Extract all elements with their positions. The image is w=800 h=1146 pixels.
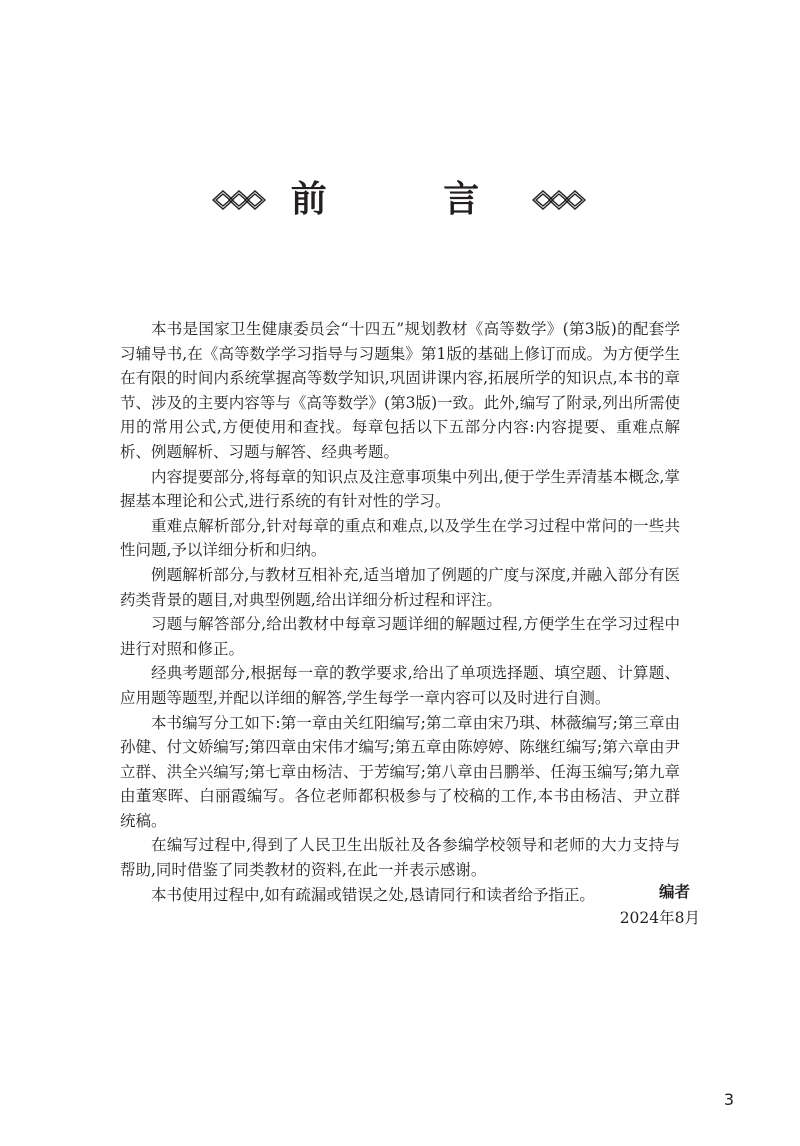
paragraph-intro: 本书是国家卫生健康委员会“十四五”规划教材《高等数学》(第3版)的配套学习辅导书,在《高等数学学习指导与习题集》第1版的基础上修订而成。为方便学生在有限的时间内系统掌握高等数学知识,巩固讲课内容,拓展所学的知识点,本书的章节、涉及的主要内容等与《高等数学》(第3版)一致。此外,编写了附录,列出所需使用的常用公式,方便使用和查找。每章包括以下五部分内容:内容提要、重难点解析、例题解析、习题与解答、经典考题。	[120, 320, 680, 461]
paragraph-exercises: 习题与解答部分,给出教材中每章习题详细的解题过程,方便学生在学习过程中进行对照和修正。	[120, 615, 680, 658]
page-number: 3	[723, 1090, 734, 1109]
paragraph-authors: 本书编写分工如下:第一章由关红阳编写;第二章由宋乃琪、林薇编写;第三章由孙健、付文娇编写;第四章由宋伟才编写;第五章由陈婷婷、陈继红编写;第六章由尹立群、洪全兴编写;第七章由杨洁、于芳编写;第八章由吕鹏举、任海玉编写;第九章由董寒晖、白丽霞编写。各位老师都积极参与了校稿的工作,本书由杨洁、尹立群统稿。	[120, 713, 680, 830]
preface-body	[120, 317, 680, 907]
left-ornament-icon	[211, 188, 269, 212]
signature-date: 2024年8月	[619, 909, 700, 927]
paragraph-feedback: 本书使用过程中,如有疏漏或错误之处,恳请同行和读者给予指正。	[151, 885, 595, 904]
paragraph-exam-questions: 经典考题部分,根据每一章的教学要求,给出了单项选择题、填空题、计算题、应用题等题型,并配以详细的解答,学生每学一章内容可以及时进行自测。	[120, 664, 680, 707]
right-ornament-icon	[531, 188, 589, 212]
paragraph-acknowledgements: 在编写过程中,得到了人民卫生出版社及各参编学校领导和老师的大力支持与帮助,同时借鉴了同类教材的资料,在此一并表示感谢。	[120, 836, 680, 880]
paragraph-key-points: 重难点解析部分,针对每章的重点和难点,以及学生在学习过程中常问的一些共性问题,予以详细分析和归纳。	[120, 516, 680, 560]
paragraph-examples: 例题解析部分,与教材互相补充,适当增加了例题的广度与深度,并融入部分有医药类背景的题目,对典型例题,给出详细分析过程和评注。	[120, 565, 680, 609]
page-title: 前 言	[290, 179, 532, 220]
paragraph-summary: 内容提要部分,将每章的知识点及注意事项集中列出,便于学生弄清基本概念,掌握基本理论和公式,进行系统的有针对性的学习。	[120, 467, 680, 511]
title-row	[0, 170, 800, 230]
signature-name: 编者	[658, 883, 690, 901]
